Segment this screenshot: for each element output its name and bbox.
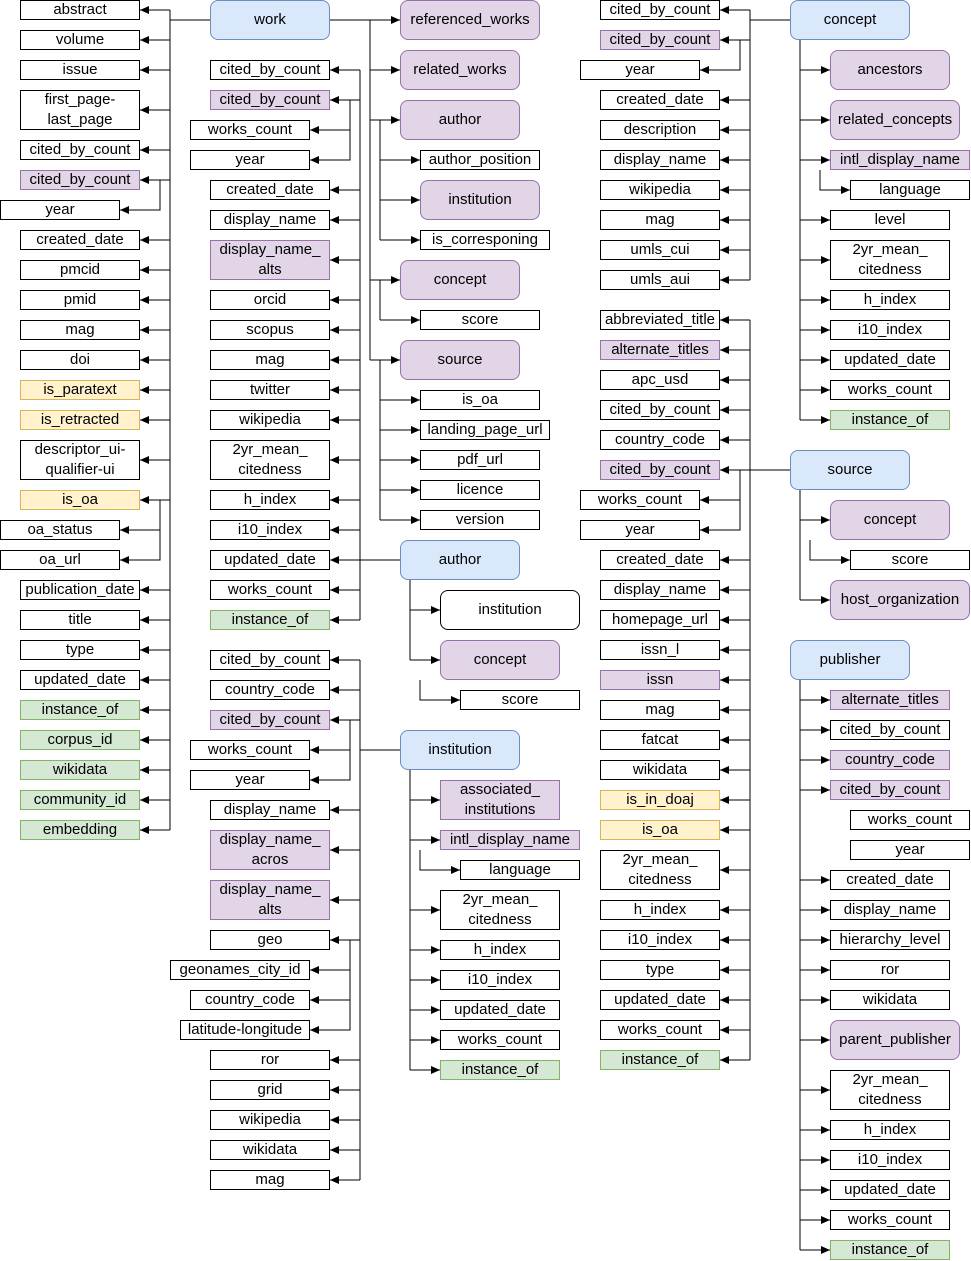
source-h-index-field: h_index: [600, 900, 720, 920]
publisher-2yr-mean-citedness-field: 2yr_mean_ citedness: [830, 1070, 950, 1110]
source-wikidata-field: wikidata: [600, 760, 720, 780]
work-cited-by-count-field: cited_by_count: [20, 140, 140, 160]
author-created-date-field: created_date: [210, 180, 330, 200]
source-type-field: type: [600, 960, 720, 980]
concept-rel-works-count-field: works_count: [830, 380, 950, 400]
publisher-cited-by-count-field: cited_by_count: [830, 720, 950, 740]
concept-wikipedia-field: wikipedia: [600, 180, 720, 200]
source-rel-score-field: score: [850, 550, 970, 570]
concept-cited-by-count-field: cited_by_count: [600, 0, 720, 20]
source-works-count-field: works_count: [580, 490, 700, 510]
work-rel-score-field: score: [420, 310, 540, 330]
work-pmid-field: pmid: [20, 290, 140, 310]
work-rel-is-oa-field: is_oa: [420, 390, 540, 410]
work-year-field: year: [0, 200, 120, 220]
source-mag-field: mag: [600, 700, 720, 720]
work-title-field: title: [20, 610, 140, 630]
source-updated-date-field: updated_date: [600, 990, 720, 1010]
institution-rel-h-index-field: h_index: [440, 940, 560, 960]
source-apc-usd-field: apc_usd: [600, 370, 720, 390]
author-cited-by-count-field: cited_by_count: [210, 60, 330, 80]
institution-display-name-acros-field: display_name_ acros: [210, 830, 330, 870]
source-cited-by-count-field: cited_by_count: [600, 400, 720, 420]
institution-rel-instance-of-field: instance_of: [440, 1060, 560, 1080]
publisher-year-field: year: [850, 840, 970, 860]
author-author-entity: author: [400, 540, 520, 580]
source-rel-host-organization-field: host_organization: [830, 580, 970, 620]
work-pmcid-field: pmcid: [20, 260, 140, 280]
concept-mag-field: mag: [600, 210, 720, 230]
work-abstract-field: abstract: [20, 0, 140, 20]
source-rel-concept-field: concept: [830, 500, 950, 540]
author-rel-institution-field: institution: [440, 590, 580, 630]
source-display-name-field: display_name: [600, 580, 720, 600]
work-rel-version-field: version: [420, 510, 540, 530]
author-orcid-field: orcid: [210, 290, 330, 310]
author-updated-date-field: updated_date: [210, 550, 330, 570]
institution-wikipedia-field: wikipedia: [210, 1110, 330, 1130]
publisher-works-count-field: works_count: [830, 1210, 950, 1230]
institution-year-field: year: [190, 770, 310, 790]
work-rel-landing-page-url-field: landing_page_url: [420, 420, 550, 440]
institution-geo-field: geo: [210, 930, 330, 950]
concept-rel-instance-of-field: instance_of: [830, 410, 950, 430]
institution-latitude-longitude-field: latitude-longitude: [180, 1020, 310, 1040]
work-instance-of-field: instance_of: [20, 700, 140, 720]
work-corpus-id-field: corpus_id: [20, 730, 140, 750]
concept-concept-entity: concept: [790, 0, 910, 40]
source-2yr-mean-citedness-field: 2yr_mean_ citedness: [600, 850, 720, 890]
work-rel-related-works-field: related_works: [400, 50, 520, 90]
work-rel-pdf-url-field: pdf_url: [420, 450, 540, 470]
institution-ror-field: ror: [210, 1050, 330, 1070]
concept-year-field: year: [580, 60, 700, 80]
source-fatcat-field: fatcat: [600, 730, 720, 750]
institution-institution-entity: institution: [400, 730, 520, 770]
work-type-field: type: [20, 640, 140, 660]
work-updated-date-field: updated_date: [20, 670, 140, 690]
concept-rel-level-field: level: [830, 210, 950, 230]
author-mag-field: mag: [210, 350, 330, 370]
work-rel-institution-field: institution: [420, 180, 540, 220]
work-cited-by-count-field: cited_by_count: [20, 170, 140, 190]
institution-rel-language-field: language: [460, 860, 580, 880]
publisher-created-date-field: created_date: [830, 870, 950, 890]
source-homepage-url-field: homepage_url: [600, 610, 720, 630]
work-community-id-field: community_id: [20, 790, 140, 810]
source-score-arrow: [810, 540, 850, 560]
author-wikipedia-field: wikipedia: [210, 410, 330, 430]
institution-rel-updated-date-field: updated_date: [440, 1000, 560, 1020]
publisher-instance-of-field: instance_of: [830, 1240, 950, 1260]
source-source-entity: source: [790, 450, 910, 490]
author-display-name-alts-field: display_name_ alts: [210, 240, 330, 280]
source-abbreviated-title-field: abbreviated_title: [600, 310, 720, 330]
work-oa-url-field: oa_url: [0, 550, 120, 570]
publisher-alternate-titles-field: alternate_titles: [830, 690, 950, 710]
source-created-date-field: created_date: [600, 550, 720, 570]
author-rel-score-field: score: [460, 690, 580, 710]
work-rel-concept-field: concept: [400, 260, 520, 300]
publisher-i10-index-field: i10_index: [830, 1150, 950, 1170]
author-2yr-mean-citedness-field: 2yr_mean_ citedness: [210, 440, 330, 480]
institution-rel-works-count-field: works_count: [440, 1030, 560, 1050]
work-rel-licence-field: licence: [420, 480, 540, 500]
work-rel-referenced-works-field: referenced_works: [400, 0, 540, 40]
concept-rel-language-field: language: [850, 180, 970, 200]
institution-rel-intl-display-name-field: intl_display_name: [440, 830, 580, 850]
source-instance-of-field: instance_of: [600, 1050, 720, 1070]
work-volume-field: volume: [20, 30, 140, 50]
concept-umls-aui-field: umls_aui: [600, 270, 720, 290]
work-is-paratext-field: is_paratext: [20, 380, 140, 400]
institution-country-code-field: country_code: [210, 680, 330, 700]
publisher-ror-field: ror: [830, 960, 950, 980]
work-rel-source-field: source: [400, 340, 520, 380]
author-h-index-field: h_index: [210, 490, 330, 510]
publisher-h-index-field: h_index: [830, 1120, 950, 1140]
author-cited-by-count-field: cited_by_count: [210, 90, 330, 110]
source-is-in-doaj-field: is_in_doaj: [600, 790, 720, 810]
work-wikidata-field: wikidata: [20, 760, 140, 780]
concept-language-arrow: [820, 170, 850, 190]
work-doi-field: doi: [20, 350, 140, 370]
work-is-oa-field: is_oa: [20, 490, 140, 510]
institution-display-name-alts-field: display_name_ alts: [210, 880, 330, 920]
work-oa-status-field: oa_status: [0, 520, 120, 540]
institution-country-code-field: country_code: [190, 990, 310, 1010]
source-year-field: year: [580, 520, 700, 540]
work-rel-author-position-field: author_position: [420, 150, 540, 170]
publisher-updated-date-field: updated_date: [830, 1180, 950, 1200]
institution-language-arrow: [420, 850, 460, 870]
author-twitter-field: twitter: [210, 380, 330, 400]
institution-rel-associated-institutions-field: associated_ institutions: [440, 780, 560, 820]
source-alternate-titles-field: alternate_titles: [600, 340, 720, 360]
institution-cited-by-count-field: cited_by_count: [210, 710, 330, 730]
institution-geonames-city-id-field: geonames_city_id: [170, 960, 310, 980]
publisher-parent-publisher-field: parent_publisher: [830, 1020, 960, 1060]
author-rel-concept-field: concept: [440, 640, 560, 680]
source-cited-by-count-field: cited_by_count: [600, 460, 720, 480]
concept-rel-h-index-field: h_index: [830, 290, 950, 310]
institution-rel-i10-index-field: i10_index: [440, 970, 560, 990]
source-issn-field: issn: [600, 670, 720, 690]
author-year-field: year: [190, 150, 310, 170]
institution-mag-field: mag: [210, 1170, 330, 1190]
institution-rel-2yr-mean-citedness-field: 2yr_mean_ citedness: [440, 890, 560, 930]
work-mag-field: mag: [20, 320, 140, 340]
author-i10-index-field: i10_index: [210, 520, 330, 540]
source-is-oa-field: is_oa: [600, 820, 720, 840]
institution-geo-arrow: [310, 940, 350, 1030]
work-first-page-last-page-field: first_page- last_page: [20, 90, 140, 130]
institution-wikidata-field: wikidata: [210, 1140, 330, 1160]
work-work-entity: work: [210, 0, 330, 40]
publisher-cited-by-count-field: cited_by_count: [830, 780, 950, 800]
concept-display-name-field: display_name: [600, 150, 720, 170]
source-i10-index-field: i10_index: [600, 930, 720, 950]
concept-rel-i10-index-field: i10_index: [830, 320, 950, 340]
publisher-publisher-entity: publisher: [790, 640, 910, 680]
source-works-count-field: works_count: [600, 1020, 720, 1040]
author-score-arrow: [420, 680, 460, 700]
author-works-count-field: works_count: [190, 120, 310, 140]
work-is-retracted-field: is_retracted: [20, 410, 140, 430]
concept-rel-2yr-mean-citedness-field: 2yr_mean_ citedness: [830, 240, 950, 280]
author-display-name-field: display_name: [210, 210, 330, 230]
work-issue-field: issue: [20, 60, 140, 80]
publisher-wikidata-field: wikidata: [830, 990, 950, 1010]
author-works-count-field: works_count: [210, 580, 330, 600]
work-rel-is-corresponing-field: is_corresponing: [420, 230, 550, 250]
concept-cited-by-count-field: cited_by_count: [600, 30, 720, 50]
concept-rel-ancestors-field: ancestors: [830, 50, 950, 90]
author-scopus-field: scopus: [210, 320, 330, 340]
source-issn-l-field: issn_l: [600, 640, 720, 660]
concept-rel-related-concepts-field: related_concepts: [830, 100, 960, 140]
work-embedding-field: embedding: [20, 820, 140, 840]
concept-rel-updated-date-field: updated_date: [830, 350, 950, 370]
author-instance-of-field: instance_of: [210, 610, 330, 630]
work-publication-date-field: publication_date: [20, 580, 140, 600]
institution-works-count-field: works_count: [190, 740, 310, 760]
work-rel-author-field: author: [400, 100, 520, 140]
concept-umls-cui-field: umls_cui: [600, 240, 720, 260]
concept-description-field: description: [600, 120, 720, 140]
concept-rel-intl-display-name-field: intl_display_name: [830, 150, 970, 170]
publisher-hierarchy-level-field: hierarchy_level: [830, 930, 950, 950]
concept-created-date-field: created_date: [600, 90, 720, 110]
institution-display-name-field: display_name: [210, 800, 330, 820]
publisher-country-code-field: country_code: [830, 750, 950, 770]
publisher-display-name-field: display_name: [830, 900, 950, 920]
source-country-code-field: country_code: [600, 430, 720, 450]
institution-grid-field: grid: [210, 1080, 330, 1100]
work-created-date-field: created_date: [20, 230, 140, 250]
institution-cited-by-count-field: cited_by_count: [210, 650, 330, 670]
work-descriptor-ui-qualifier-ui-field: descriptor_ui- qualifier-ui: [20, 440, 140, 480]
publisher-works-count-field: works_count: [850, 810, 970, 830]
